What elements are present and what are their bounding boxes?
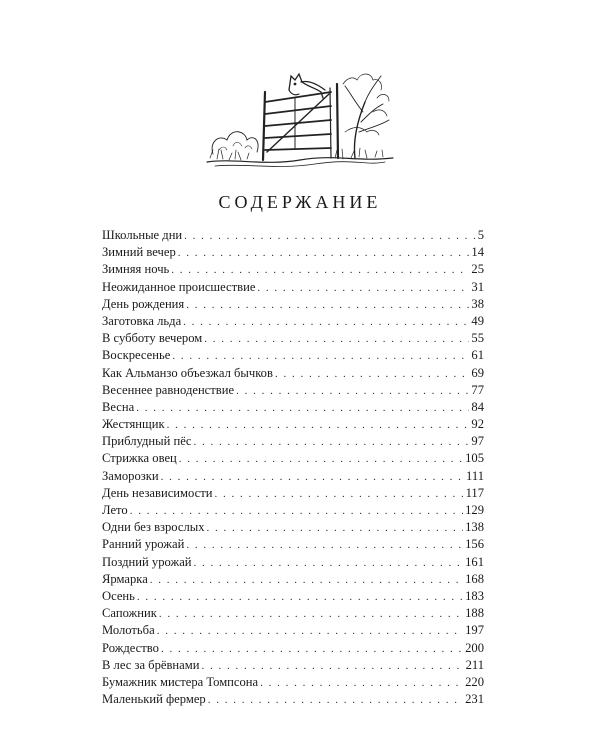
toc-leader-dots bbox=[257, 280, 469, 297]
toc-entry bbox=[102, 261, 484, 278]
toc-leader-dots bbox=[137, 589, 463, 606]
toc-leader-dots bbox=[157, 623, 463, 640]
toc-leader-dots bbox=[214, 486, 463, 503]
toc-entry bbox=[102, 571, 484, 588]
toc-entry-page: 49 bbox=[471, 313, 484, 328]
toc-entry-page: 156 bbox=[465, 537, 484, 552]
toc-leader-dots bbox=[186, 537, 463, 554]
toc-entry-page: 105 bbox=[465, 451, 484, 466]
toc-entry-title: Весеннее равноденствие bbox=[102, 382, 235, 397]
toc-entry-page: 183 bbox=[465, 588, 484, 603]
toc-leader-dots bbox=[186, 297, 469, 314]
toc-entry bbox=[102, 502, 484, 519]
toc-entry bbox=[102, 536, 484, 553]
toc-entry bbox=[102, 365, 484, 382]
toc-entry bbox=[102, 244, 484, 261]
toc-entry-title: Бумажник мистера Томпсона bbox=[102, 674, 259, 689]
toc-leader-dots bbox=[167, 417, 470, 434]
toc-entry-title: Жестянщик bbox=[102, 417, 165, 432]
toc-entry bbox=[102, 674, 484, 691]
toc-leader-dots bbox=[161, 641, 463, 658]
toc-entry-page: 168 bbox=[465, 571, 484, 586]
toc-entry bbox=[102, 450, 484, 467]
toc-entry-page: 25 bbox=[471, 262, 484, 277]
toc-leader-dots bbox=[150, 572, 463, 589]
toc-leader-dots bbox=[201, 658, 463, 675]
toc-entry-page: 69 bbox=[471, 365, 484, 380]
toc-entry-page: 197 bbox=[465, 623, 484, 638]
toc-entry-page: 211 bbox=[465, 657, 484, 672]
toc-leader-dots bbox=[171, 262, 469, 279]
table-of-contents bbox=[102, 227, 484, 708]
toc-entry bbox=[102, 382, 484, 399]
toc-entry bbox=[102, 347, 484, 364]
toc-leader-dots bbox=[236, 383, 469, 400]
toc-entry-page: 97 bbox=[471, 434, 484, 449]
toc-entry-page: 61 bbox=[471, 348, 484, 363]
toc-entry-title: Воскресенье bbox=[102, 348, 171, 363]
toc-entry bbox=[102, 399, 484, 416]
toc-entry-page: 200 bbox=[465, 640, 484, 655]
toc-entry-page: 77 bbox=[471, 382, 484, 397]
toc-entry-page: 138 bbox=[465, 520, 484, 535]
toc-entry-page: 31 bbox=[471, 279, 484, 294]
toc-entry-page: 129 bbox=[465, 503, 484, 517]
toc-entry-page: 161 bbox=[465, 554, 484, 569]
toc-leader-dots bbox=[159, 606, 463, 623]
toc-entry bbox=[102, 485, 484, 502]
toc-entry-title: Весна bbox=[102, 399, 135, 414]
toc-entry-title: Одни без взрослых bbox=[102, 520, 205, 535]
toc-leader-dots bbox=[179, 451, 463, 468]
toc-leader-dots bbox=[260, 675, 463, 692]
toc-entry bbox=[102, 227, 484, 244]
toc-leader-dots bbox=[130, 503, 463, 520]
toc-entry-title: Приблудный пёс bbox=[102, 434, 192, 449]
toc-leader-dots bbox=[161, 469, 464, 486]
toc-entry-title: Заготовка льда bbox=[102, 313, 182, 328]
toc-entry-page: 231 bbox=[465, 692, 484, 707]
toc-entry-title: Неожиданное происшествие bbox=[102, 279, 256, 294]
toc-entry-page: 38 bbox=[471, 296, 484, 311]
toc-entry-page: 92 bbox=[471, 417, 484, 432]
toc-entry bbox=[102, 468, 484, 485]
toc-entry-page: 55 bbox=[471, 331, 484, 346]
farm-gate-horse-illustration bbox=[205, 62, 395, 174]
toc-entry-title: Лето bbox=[102, 503, 128, 517]
toc-entry bbox=[102, 640, 484, 657]
toc-entry-title: Заморозки bbox=[102, 468, 159, 483]
toc-entry bbox=[102, 554, 484, 571]
toc-entry-title: В лес за брёвнами bbox=[102, 657, 200, 672]
toc-entry bbox=[102, 622, 484, 639]
toc-leader-dots bbox=[193, 434, 469, 451]
toc-entry-title: В субботу вечером bbox=[102, 331, 203, 346]
toc-leader-dots bbox=[194, 555, 464, 572]
toc-entry bbox=[102, 605, 484, 622]
toc-entry-page: 220 bbox=[465, 674, 484, 689]
toc-entry-page: 84 bbox=[471, 399, 484, 414]
toc-entry-title: Школьные дни bbox=[102, 228, 183, 242]
toc-entry-title: Как Альманзо объезжал бычков bbox=[102, 365, 273, 380]
toc-entry-title: Сапожник bbox=[102, 606, 157, 621]
toc-entry-title: Зимняя ночь bbox=[102, 262, 170, 277]
toc-entry bbox=[102, 313, 484, 330]
toc-entry-page: 117 bbox=[465, 485, 484, 500]
toc-leader-dots bbox=[184, 228, 476, 245]
toc-entry bbox=[102, 519, 484, 536]
toc-entry-title: Маленький фермер bbox=[102, 692, 206, 707]
toc-entry-title: Зимний вечер bbox=[102, 245, 176, 260]
toc-leader-dots bbox=[178, 245, 470, 262]
toc-entry bbox=[102, 416, 484, 433]
toc-leader-dots bbox=[136, 400, 469, 417]
toc-leader-dots bbox=[204, 331, 469, 348]
toc-entry-title: Рождество bbox=[102, 640, 159, 655]
toc-entry-title: Поздний урожай bbox=[102, 554, 192, 569]
toc-entry-page: 5 bbox=[477, 228, 484, 242]
toc-entry-title: Молотьба bbox=[102, 623, 155, 638]
toc-entry-title: Стрижка овец bbox=[102, 451, 177, 466]
toc-entry bbox=[102, 296, 484, 313]
toc-leader-dots bbox=[208, 692, 463, 709]
toc-entry-page: 14 bbox=[471, 245, 484, 260]
toc-entry-title: День независимости bbox=[102, 485, 213, 500]
toc-leader-dots bbox=[207, 520, 464, 537]
toc-entry-title: День рождения bbox=[102, 296, 185, 311]
page-title: СОДЕРЖАНИЕ bbox=[218, 192, 382, 212]
toc-leader-dots bbox=[183, 314, 469, 331]
toc-entry bbox=[102, 330, 484, 347]
toc-entry bbox=[102, 433, 484, 450]
toc-entry-title: Осень bbox=[102, 588, 135, 603]
toc-entry-page: 111 bbox=[466, 468, 484, 483]
toc-entry bbox=[102, 279, 484, 296]
toc-entry-title: Ранний урожай bbox=[102, 537, 185, 552]
toc-entry bbox=[102, 657, 484, 674]
toc-entry-title: Ярмарка bbox=[102, 571, 148, 586]
toc-entry-page: 188 bbox=[465, 606, 484, 621]
toc-entry bbox=[102, 691, 484, 708]
toc-leader-dots bbox=[275, 366, 469, 383]
toc-leader-dots bbox=[172, 348, 469, 365]
toc-entry bbox=[102, 588, 484, 605]
